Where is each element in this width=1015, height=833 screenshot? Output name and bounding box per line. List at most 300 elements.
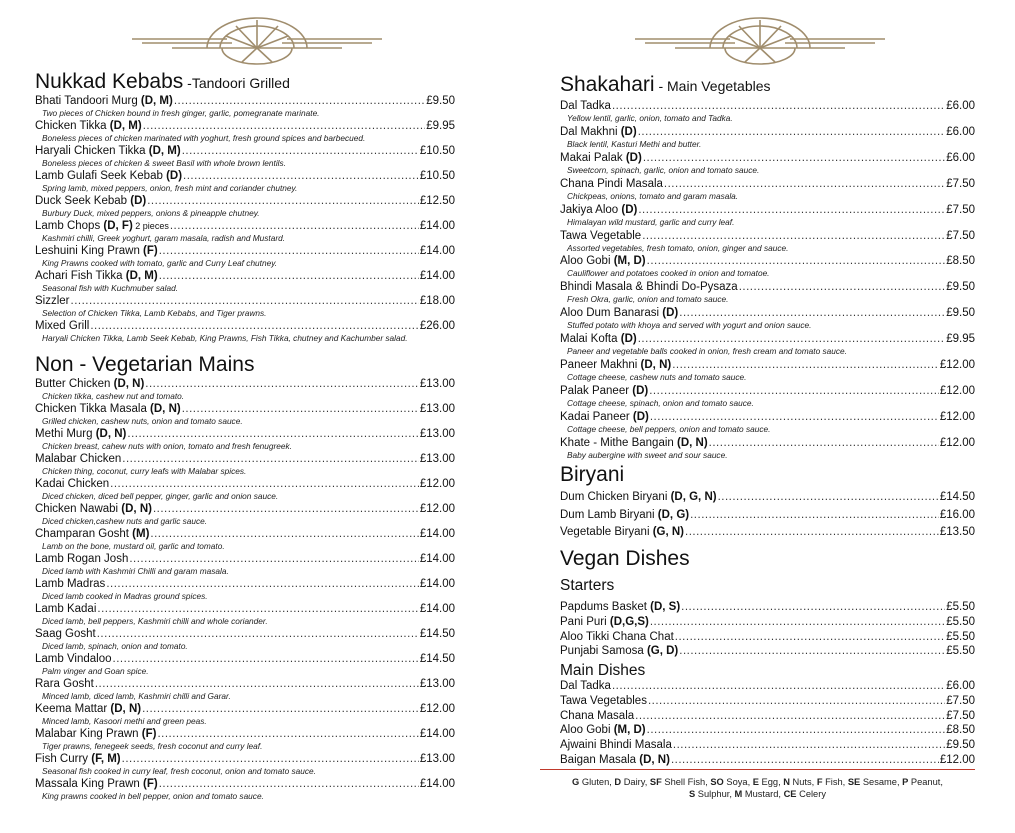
menu-item: [35, 728, 455, 751]
dot-leader: [638, 333, 946, 346]
menu-item-price: £13.50: [939, 526, 975, 538]
menu-item-description: Cauliflower and potatoes cooked in onion and tomatoe.: [567, 268, 770, 279]
menu-item-name: [35, 628, 96, 641]
menu-item-line: [560, 230, 975, 243]
menu-item-price: £6.00: [946, 151, 975, 164]
menu-item-line: [560, 359, 975, 372]
menu-item: [560, 724, 975, 737]
menu-item-name: [560, 126, 637, 139]
allergen-codes: (D, N): [95, 428, 127, 440]
menu-item-description: Stuffed potato with khoya and served with yogurt and onion sauce.: [567, 320, 812, 331]
menu-item-name: [35, 295, 70, 308]
item-name-text: Achari Fish Tikka: [35, 270, 126, 282]
allergen-codes: (D): [130, 195, 147, 207]
dot-leader: [159, 245, 419, 258]
menu-item-price: £9.95: [426, 120, 455, 132]
allergen-label: Celery: [796, 789, 826, 799]
allergen-label: Mustard,: [742, 789, 784, 799]
menu-item-price: £6.00: [946, 125, 975, 138]
menu-item-price: £14.00: [419, 778, 455, 790]
menu-item-line: [560, 710, 975, 723]
allergen-codes: (D): [632, 410, 649, 423]
item-name-text: Papdums Basket: [560, 601, 651, 613]
menu-item-description: Minced lamb, diced lamb, Kashmiri chilli and Garar.: [42, 691, 231, 701]
menu-item-name: [560, 695, 647, 708]
menu-item: [560, 204, 975, 227]
section-subtitle: - Main Vegetables: [654, 78, 771, 94]
allergen-codes: (F): [141, 728, 157, 740]
menu-item-description: Chicken thing, coconut, curry leafs with Malabar spices.: [42, 466, 247, 476]
menu-item: [35, 320, 455, 343]
allergen-code: G: [572, 777, 580, 787]
dot-leader: [122, 753, 419, 766]
dot-leader: [638, 126, 946, 139]
allergen-codes: (D, N): [639, 754, 670, 766]
menu-item-name: [560, 100, 611, 113]
dot-leader: [648, 695, 945, 708]
dot-leader: [739, 281, 946, 294]
menu-item: [35, 403, 455, 426]
allergen-label: Fish,: [822, 777, 848, 787]
menu-item-name: [560, 601, 680, 614]
item-name-text: Ajwaini Bhindi Masala: [560, 739, 672, 752]
menu-item-price: £9.50: [946, 739, 975, 752]
menu-item-price: £8.50: [946, 724, 975, 737]
menu-item-line: [560, 100, 975, 113]
allergen-legend-line-1: [545, 776, 970, 788]
menu-item-description: Seasonal fish cooked in curry leaf, fresh coconut, onion and tomato sauce.: [42, 766, 316, 776]
dot-leader: [174, 95, 425, 108]
menu-item-name: [560, 754, 670, 767]
allergen-codes: (D, M): [140, 95, 173, 107]
dot-leader: [145, 378, 419, 391]
allergen-codes: (D, N): [113, 378, 145, 390]
allergen-codes: (D): [620, 125, 637, 138]
menu-item-line: [35, 703, 455, 716]
allergen-codes: (D): [662, 307, 679, 320]
menu-item-description: Diced lamb cooked in Madras ground spices.: [42, 591, 208, 601]
allergen-code: E: [752, 777, 759, 787]
menu-item-name: [560, 178, 663, 191]
item-name-text: Bhati Tandoori Murg: [35, 95, 141, 107]
menu-item-price: £7.50: [946, 203, 975, 216]
wheel-ornament-left: [132, 12, 382, 68]
menu-item: [560, 616, 975, 629]
allergen-codes: (D): [620, 333, 637, 346]
menu-item-line: [35, 628, 455, 641]
menu-item-price: £7.50: [946, 229, 975, 242]
menu-item-description: Selection of Chicken Tikka, Lamb Kebabs, and Tiger prawns.: [42, 308, 267, 318]
dot-leader: [157, 728, 418, 741]
allergen-codes: (D, N): [677, 436, 708, 449]
menu-item: [560, 359, 975, 382]
menu-item-price: £14.00: [419, 603, 455, 615]
menu-item-name: [560, 645, 678, 658]
menu-item-name: [35, 170, 182, 183]
item-name-text: Palak Paneer: [560, 384, 633, 397]
menu-item-name: [560, 333, 637, 346]
item-name-text: Duck Seek Kebab: [35, 195, 131, 207]
dot-leader: [690, 509, 939, 522]
footer-divider: [540, 769, 975, 770]
menu-item-name: [35, 378, 144, 391]
menu-item: [35, 628, 455, 651]
menu-item-name: [35, 220, 169, 233]
section-title-shakahari: Shakahari - Main Vegetables: [560, 73, 771, 96]
menu-item-description: Fresh Okra, garlic, onion and tomato sauce.: [567, 294, 729, 305]
item-name-text: Methi Murg: [35, 428, 96, 440]
dot-leader: [97, 603, 418, 616]
menu-item-price: £5.50: [946, 601, 975, 613]
allergen-code: SO: [710, 777, 724, 787]
menu-item-price: £14.00: [419, 220, 455, 232]
menu-item-description: Chickpeas, onions, tomato and garam masala.: [567, 190, 739, 201]
menu-item-description: Black lentil, Kasturi Methi and butter.: [567, 138, 702, 149]
menu-item-price: £7.50: [946, 177, 975, 190]
allergen-codes: (D): [621, 203, 638, 216]
menu-item-price: £10.50: [419, 145, 455, 157]
menu-item-line: [35, 528, 455, 541]
menu-item-name: [560, 491, 717, 504]
allergen-code: D: [614, 777, 622, 787]
menu-item: [35, 753, 455, 776]
menu-item: [35, 270, 455, 293]
dot-leader: [71, 295, 419, 308]
menu-item-price: £14.00: [419, 270, 455, 282]
menu-item-name: [560, 710, 634, 723]
menu-item-line: [35, 428, 455, 441]
dot-leader: [709, 437, 939, 450]
menu-item-description: Boneless pieces of chicken & sweet Basil with whole brown lentils.: [42, 158, 286, 168]
menu-item-price: £14.00: [419, 245, 455, 257]
allergen-label: Nuts,: [789, 777, 817, 787]
menu-item-price: £18.00: [419, 295, 455, 307]
dot-leader: [159, 778, 419, 791]
item-name-text: Fish Curry: [35, 753, 92, 765]
menu-item: [35, 678, 455, 701]
dot-leader: [650, 616, 945, 629]
dot-leader: [681, 601, 945, 614]
dot-leader: [147, 195, 419, 208]
menu-item: [560, 509, 975, 522]
menu-item: [560, 307, 975, 330]
allergen-codes: (M, D): [613, 724, 646, 737]
allergen-codes: (F): [143, 778, 158, 790]
menu-item-name: [560, 307, 678, 320]
menu-item-name: [35, 778, 158, 791]
item-name-text: Khate - Mithe Bangain: [560, 436, 677, 449]
menu-item-price: £13.00: [419, 428, 455, 440]
allergen-codes: (F): [143, 245, 158, 257]
dot-leader: [113, 653, 419, 666]
menu-item-name: [560, 509, 689, 522]
menu-item: [35, 553, 455, 576]
menu-item-description: Lamb on the bone, mustard oil, garlic and tomato.: [42, 541, 225, 551]
menu-item-price: £12.00: [419, 478, 455, 490]
allergen-codes: (D, M): [148, 145, 181, 157]
menu-item-line: [35, 320, 455, 333]
allergen-codes: (D, S): [650, 601, 681, 613]
dot-leader: [142, 703, 419, 716]
item-extra-note: 2 pieces: [132, 221, 169, 231]
dot-leader: [612, 100, 945, 113]
menu-item: [35, 195, 455, 218]
menu-item: [560, 437, 975, 460]
menu-item-name: [35, 503, 152, 516]
allergen-label: Soya,: [723, 777, 753, 787]
allergen-label: Shell Fish,: [661, 777, 711, 787]
item-name-text: Dum Chicken Biryani: [560, 491, 671, 503]
menu-item-price: £5.50: [946, 615, 975, 628]
dot-leader: [159, 270, 419, 283]
menu-item: [560, 739, 975, 752]
menu-item-line: [35, 453, 455, 466]
item-name-text: Chana Masala: [560, 709, 635, 722]
menu-item-price: £12.00: [939, 384, 975, 397]
menu-item-description: Tiger prawns, fenegeek seeds, fresh coconut and curry leaf.: [42, 741, 263, 751]
allergen-codes: (G, N): [652, 526, 685, 538]
allergen-code: M: [734, 789, 743, 799]
menu-item: [560, 710, 975, 723]
allergen-codes: (D, N): [110, 703, 142, 715]
menu-item: [560, 385, 975, 408]
allergen-label: Egg,: [758, 777, 784, 787]
menu-item: [560, 178, 975, 201]
item-name-text: Massala King Prawn: [35, 778, 144, 790]
menu-item-description: Minced lamb, Kasoori methi and green peas.: [42, 716, 207, 726]
menu-item: [560, 526, 975, 539]
menu-item-name: [35, 753, 121, 766]
dot-leader: [143, 120, 426, 133]
menu-item-line: [560, 491, 975, 504]
menu-item-line: [560, 204, 975, 217]
menu-item: [35, 778, 455, 801]
allergen-code: S: [689, 789, 696, 799]
item-name-text: Aloo Dum Banarasi: [560, 307, 663, 320]
menu-item-price: £16.00: [939, 508, 975, 521]
dot-leader: [110, 478, 419, 491]
section-title-vegan-dishes: Vegan Dishes: [560, 547, 690, 570]
item-name-text: Sizzler: [35, 295, 70, 307]
menu-item-price: £14.00: [419, 728, 455, 740]
menu-item-line: [35, 295, 455, 308]
menu-item: [560, 152, 975, 175]
item-name-text: Aloo Tikki Chana Chat: [560, 630, 674, 643]
item-name-text: Tawa Vegetable: [560, 229, 642, 242]
menu-item: [560, 601, 975, 614]
menu-item-name: [35, 270, 158, 283]
dot-leader: [718, 491, 939, 504]
dot-leader: [182, 403, 419, 416]
menu-item-price: £14.50: [939, 491, 975, 503]
menu-item-description: Kashmiri chilli, Greek yoghurt, garam masala, radish and Mustard.: [42, 233, 286, 243]
menu-item-description: Seasonal fish with Kuchmuber salad.: [42, 283, 179, 293]
menu-item-name: [560, 739, 672, 752]
item-name-text: Jakiya Aloo: [560, 203, 622, 216]
menu-item: [560, 230, 975, 253]
section-subtitle: -Tandoori Grilled: [183, 75, 290, 91]
allergen-codes: (G, D): [646, 645, 679, 658]
menu-item-name: [35, 320, 89, 333]
menu-item-price: £14.00: [419, 553, 455, 565]
menu-item-line: [35, 195, 455, 208]
menu-item-line: [35, 653, 455, 666]
menu-item-name: [35, 145, 181, 158]
menu-item-line: [560, 281, 975, 294]
item-name-text: Aloo Gobi: [560, 255, 614, 268]
menu-item-name: [35, 603, 96, 616]
menu-item: [35, 478, 455, 501]
dot-leader: [647, 255, 946, 268]
menu-item: [35, 220, 455, 243]
menu-item-line: [560, 178, 975, 191]
dot-leader: [90, 320, 419, 333]
menu-item-line: [560, 411, 975, 424]
menu-item: [560, 411, 975, 434]
item-name-text: Aloo Gobi: [560, 724, 614, 737]
allergen-label: Dairy,: [621, 777, 650, 787]
menu-item-price: £9.50: [946, 307, 975, 320]
dot-leader: [679, 307, 945, 320]
menu-item: [35, 578, 455, 601]
menu-item-description: Two pieces of Chicken bound in fresh ginger, garlic, pomegranate marinate.: [42, 108, 320, 118]
menu-item-description: Assorted vegetables, fresh tomato, onion, ginger and sauce.: [567, 242, 789, 253]
item-name-text: Malai Kofta: [560, 333, 621, 346]
subsection-title-starters: Starters: [560, 577, 615, 594]
menu-item-price: £13.00: [419, 678, 455, 690]
menu-item-name: [35, 553, 128, 566]
menu-item-line: [560, 754, 975, 767]
allergen-legend-line-2: [545, 788, 970, 800]
menu-item-description: Burbury Duck, mixed peppers, onions & pineapple chutney.: [42, 208, 260, 218]
item-name-text: Keema Mattar: [35, 703, 111, 715]
menu-item: [35, 245, 455, 268]
menu-item-name: [35, 678, 94, 691]
menu-item-description: King prawns cooked in bell pepper, onion and tomato sauce.: [42, 791, 264, 801]
menu-item: [35, 653, 455, 676]
menu-item-description: Diced lamb with Kashmiri Chilli and garam masala.: [42, 566, 229, 576]
menu-item-name: [560, 616, 649, 629]
menu-item-line: [560, 152, 975, 165]
item-name-text: Lamb Chops: [35, 220, 104, 232]
subsection-title-main-dishes: Main Dishes: [560, 662, 646, 679]
item-name-text: Malabar King Prawn: [35, 728, 142, 740]
menu-item-price: £12.50: [419, 195, 455, 207]
menu-item-name: [560, 152, 642, 165]
dot-leader: [183, 170, 419, 183]
menu-item: [35, 95, 455, 118]
menu-item-line: [560, 739, 975, 752]
item-name-text: Dal Tadka: [560, 100, 611, 112]
allergen-code: F: [816, 777, 823, 787]
menu-item-price: £7.50: [946, 709, 975, 722]
menu-item-line: [35, 553, 455, 566]
menu-item: [560, 281, 975, 304]
menu-item-description: Boneless pieces of chicken marinated with yoghurt, fresh ground spices and barbecued.: [42, 133, 366, 143]
menu-item-price: £5.50: [946, 645, 975, 658]
section-title-biryani: Biryani: [560, 463, 625, 486]
menu-item-price: £10.50: [419, 170, 455, 182]
item-name-text: Kadai Paneer: [560, 410, 633, 423]
item-name-text: Bhindi Masala & Bhindi Do-Pysaza: [560, 281, 738, 294]
menu-item-name: [35, 195, 146, 208]
menu-item-name: [560, 631, 674, 644]
dot-leader: [182, 145, 419, 158]
item-name-text: Dal Tadka: [560, 680, 611, 692]
menu-item-name: [560, 359, 671, 372]
allergen-codes: (D): [625, 151, 642, 164]
menu-item-price: £12.00: [939, 436, 975, 449]
menu-item-line: [560, 526, 975, 539]
menu-item: [35, 428, 455, 451]
allergen-label: Gluten,: [579, 777, 615, 787]
menu-item-line: [560, 631, 975, 644]
menu-item-price: £5.50: [946, 630, 975, 643]
menu-item-description: Sweetcorn, spinach, garlic, onion and tomato sauce.: [567, 164, 760, 175]
menu-item-line: [35, 120, 455, 133]
menu-item-name: [560, 680, 611, 693]
dot-leader: [647, 724, 946, 737]
item-name-text: Rara Gosht: [35, 678, 94, 690]
dot-leader: [671, 754, 939, 767]
menu-item-line: [35, 220, 455, 233]
item-name-text: Leshuini King Prawn: [35, 245, 144, 257]
menu-item-name: [35, 728, 156, 741]
allergen-codes: (M, D): [613, 255, 646, 268]
menu-item-description: Haryali Chicken Tikka, Lamb Seek Kebab, King Prawns, Fish Tikka, chutney and Kachumber salad.: [42, 333, 408, 343]
dot-leader: [106, 578, 419, 591]
allergen-codes: (D, N): [150, 403, 181, 415]
menu-item: [560, 631, 975, 644]
menu-item-price: £8.50: [946, 255, 975, 268]
menu-item-price: £12.00: [419, 703, 455, 715]
menu-item-description: Grilled chicken, cashew nuts, onion and tomato sauce.: [42, 416, 243, 426]
dot-leader: [679, 645, 945, 658]
allergen-label: Peanut,: [908, 777, 943, 787]
menu-item-description: Diced lamb, bell peppers, Kashmiri chilli and whole coriander.: [42, 616, 268, 626]
allergen-code: SF: [649, 777, 662, 787]
item-name-text: Malabar Chicken: [35, 453, 122, 465]
item-name-text: Chicken Tikka: [35, 120, 110, 132]
dot-leader: [127, 428, 418, 441]
menu-item-line: [560, 126, 975, 139]
allergen-codes: (D, M): [125, 270, 158, 282]
dot-leader: [612, 680, 945, 693]
menu-item-price: £14.00: [419, 578, 455, 590]
menu-item-line: [35, 270, 455, 283]
item-name-text: Lamb Madras: [35, 578, 106, 590]
menu-item-price: £14.00: [419, 528, 455, 540]
item-name-text: Mixed Grill: [35, 320, 90, 332]
menu-item-line: [560, 509, 975, 522]
menu-item: [35, 145, 455, 168]
menu-item-price: £12.00: [419, 503, 455, 515]
menu-item-price: £12.00: [939, 410, 975, 423]
menu-item-line: [35, 778, 455, 791]
menu-item-name: [560, 724, 646, 737]
menu-item-description: Cottage cheese, cashew nuts and tomato sauce.: [567, 372, 747, 382]
menu-item-description: Baby aubergine with sweet and sour sauce.: [567, 449, 728, 460]
menu-item-line: [560, 616, 975, 629]
dot-leader: [672, 359, 939, 372]
allergen-codes: (D): [166, 170, 183, 182]
item-name-text: Baigan Masala: [560, 754, 640, 766]
menu-item-description: Diced chicken,cashew nuts and garlic sauce.: [42, 516, 208, 526]
menu-item-line: [35, 403, 455, 416]
menu-item-description: Paneer and vegetable balls cooked in onion, fresh cream and tomato sauce.: [567, 346, 847, 357]
item-name-text: Champaran Gosht: [35, 528, 133, 540]
menu-item: [35, 528, 455, 551]
